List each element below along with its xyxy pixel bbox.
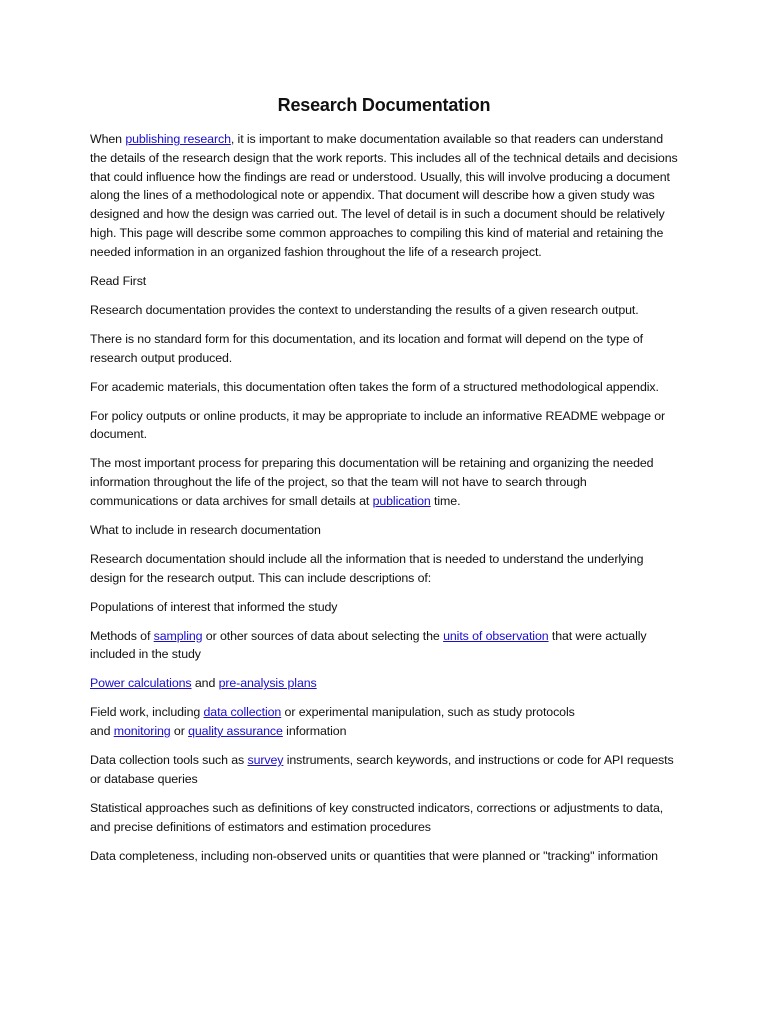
- paragraph: [90, 703, 678, 741]
- link-survey[interactable]: survey: [247, 753, 284, 768]
- paragraph-text: Data completeness, including non-observed units or quantities that were planned or "tracking" information: [90, 848, 658, 863]
- paragraph-text: or other sources of data about selecting the: [202, 628, 444, 643]
- paragraph: [90, 751, 678, 789]
- paragraph-text: instruments, search keywords, and instructions or code for API requests or database queries: [90, 753, 674, 786]
- paragraph: [90, 130, 678, 262]
- paragraph-text: There is no standard form for this documentation, and its location and format will depend on the type of research output produced.: [90, 331, 644, 365]
- paragraph: [90, 378, 678, 397]
- link-monitoring[interactable]: monitoring: [113, 724, 171, 739]
- paragraph-text: Data collection tools such as: [90, 753, 248, 768]
- paragraph: [90, 674, 678, 693]
- paragraph: [90, 454, 678, 510]
- link-publishing-research[interactable]: publishing research: [125, 132, 231, 146]
- paragraph: [90, 847, 678, 866]
- paragraph-text: The most important process for preparing this documentation will be retaining and organizing the needed information throughout the life of the project, so that the team will not have to search through communications or data archives for small details at: [90, 456, 654, 508]
- paragraph-text: Read First: [90, 273, 147, 288]
- paragraph-text: , it is important to make documentation available so that readers can understand the details of the research design that the work reports. This includes all of the technical details and decisions that could influence how the findings are read or understood. Usually, this will involve producing a document along the lines of a methodological note or appendix. That document will describe how a given study was designed and how the design was carried out. The level of detail is in such a document should be relatively high. This page will describe some common approaches to compiling this kind of material and retaining the needed information in an organized fashion throughout the life of a research project.: [90, 132, 678, 259]
- paragraph-text: or: [170, 724, 189, 739]
- paragraph: [90, 407, 678, 445]
- paragraph-text: For policy outputs or online products, it may be appropriate to include an informative README webpage or document.: [90, 408, 666, 442]
- paragraph: [90, 521, 678, 540]
- link-quality-assurance[interactable]: quality assurance: [188, 724, 283, 739]
- paragraph: [90, 272, 678, 291]
- paragraph: [90, 799, 678, 837]
- link-publication[interactable]: publication: [372, 493, 431, 508]
- paragraph-text: Methods of: [90, 628, 154, 643]
- paragraph-text: Research documentation should include all the information that is needed to understand the underlying design for the research output. This can include descriptions of:: [90, 551, 644, 585]
- paragraph-text: For academic materials, this documentation often takes the form of a structured methodological appendix.: [90, 379, 659, 394]
- link-data-collection[interactable]: data collection: [203, 705, 282, 720]
- paragraph-text: time.: [430, 493, 461, 508]
- paragraph-text: and: [90, 724, 114, 739]
- link-power-calculations[interactable]: Power calculations: [90, 676, 192, 691]
- paragraph-text: What to include in research documentation: [90, 522, 321, 537]
- paragraph-text: information: [282, 724, 347, 739]
- paragraph: [90, 301, 678, 320]
- paragraph-text: Statistical approaches such as definitions of key constructed indicators, corrections or adjustments to data, and precise definitions of estimators and estimation procedures: [90, 800, 664, 834]
- paragraph: [90, 330, 678, 368]
- paragraph: [90, 550, 678, 588]
- document-title: Research Documentation: [277, 95, 491, 115]
- paragraph-text: When: [90, 132, 126, 146]
- link-pre-analysis-plans[interactable]: pre-analysis plans: [218, 676, 317, 691]
- document-body: [90, 130, 678, 866]
- paragraph-text: or experimental manipulation, such as study protocols: [281, 705, 575, 720]
- paragraph-text: Populations of interest that informed the study: [90, 599, 338, 614]
- paragraph: [90, 627, 678, 665]
- paragraph-text: and: [191, 676, 219, 691]
- link-units-of-observation[interactable]: units of observation: [443, 628, 549, 643]
- paragraph-text: that were actually included in the study: [90, 628, 647, 662]
- paragraph: [90, 598, 678, 617]
- paragraph-text: Research documentation provides the context to understanding the results of a given research output.: [90, 302, 639, 317]
- link-sampling[interactable]: sampling: [153, 628, 203, 643]
- paragraph-text: Field work, including: [90, 705, 204, 720]
